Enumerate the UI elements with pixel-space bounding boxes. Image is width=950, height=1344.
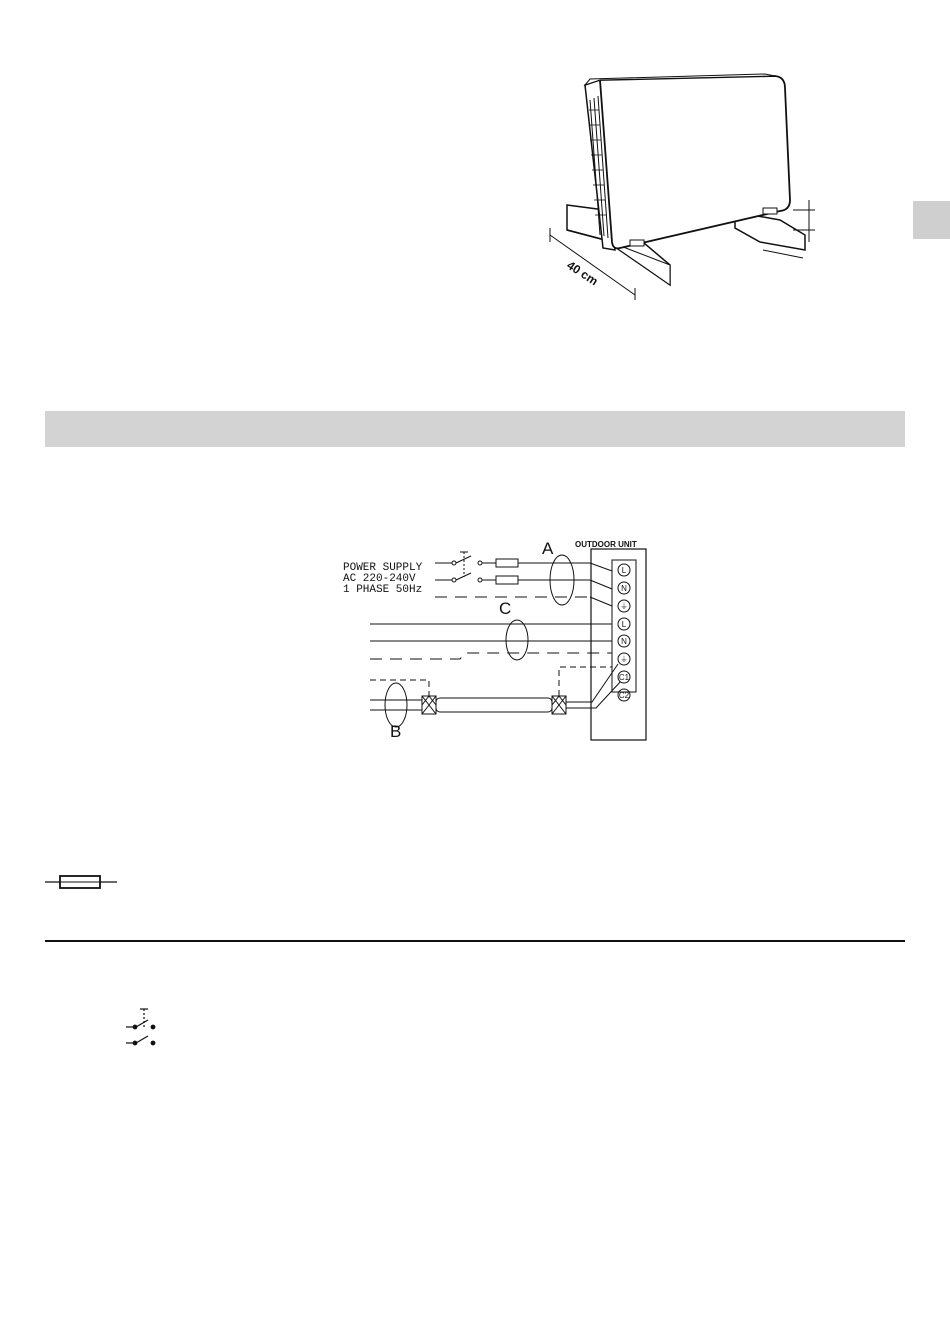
phase-label: 1 PHASE 50Hz [343,584,423,596]
power-supply-label: POWER SUPPLY [343,562,423,574]
cable-c-label: C [499,599,512,618]
section-divider [45,940,905,942]
terminal-n-supply: N [621,584,627,593]
terminal-c2: C2 [618,691,630,700]
terminal-l-supply: L [621,566,627,575]
section-header-bar [45,411,905,447]
fuse-icon [45,872,117,892]
cable-a-label: A [542,539,554,558]
outdoor-unit-label: OUTDOOR UNIT [575,540,637,549]
voltage-label: AC 220-240V [343,573,416,585]
wiring-diagram [330,530,660,745]
terminal-n-indoor: N [621,637,627,646]
cable-b-label: B [390,722,402,741]
dimension-label: 40 cm [564,258,601,289]
switch-icon [118,1005,168,1051]
terminal-c1: C1 [618,673,630,682]
terminal-l-indoor: L [621,620,627,629]
outdoor-unit-illustration [545,70,835,300]
terminal-earth-supply: ⏚ [620,602,628,611]
terminal-earth-indoor: ⏚ [620,655,628,664]
language-tab [913,201,950,239]
